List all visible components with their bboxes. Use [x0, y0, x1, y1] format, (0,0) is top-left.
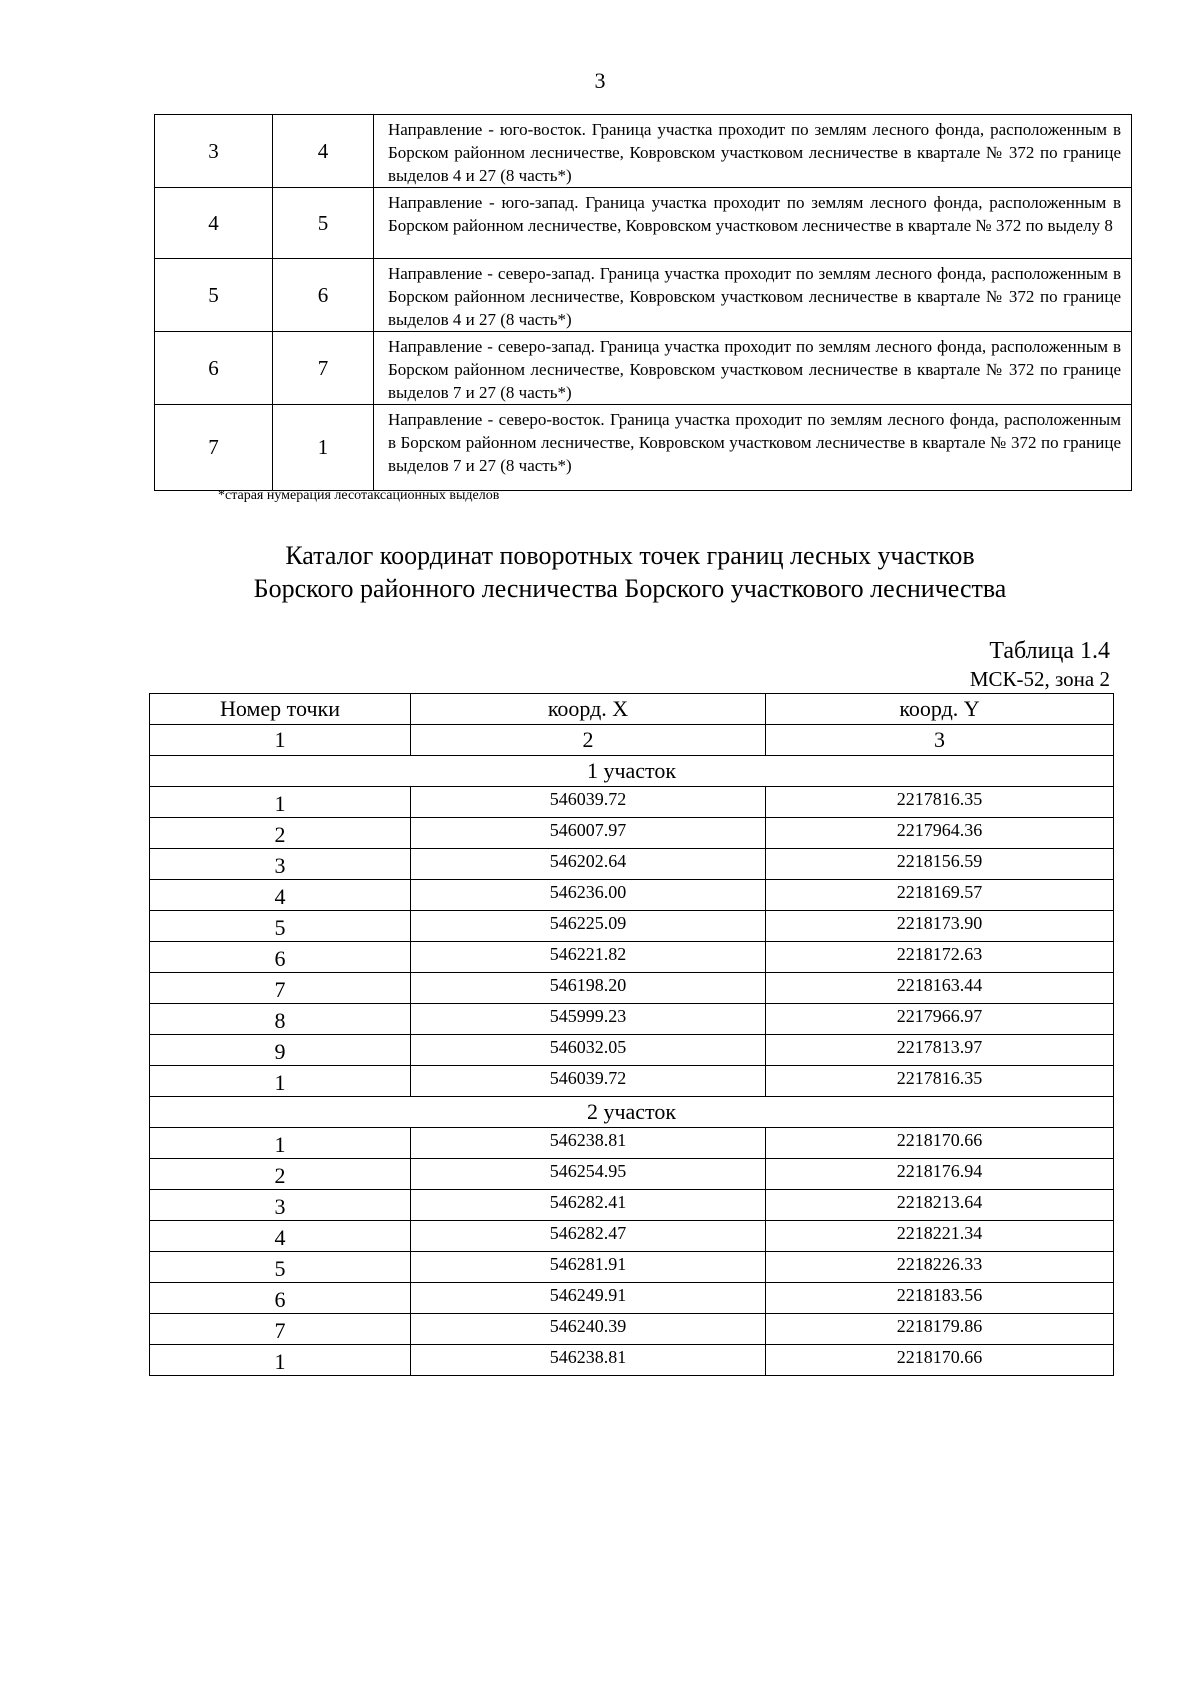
- point-number: 4: [150, 880, 411, 911]
- coord-x: 546240.39: [411, 1314, 766, 1345]
- point-number: 3: [150, 1190, 411, 1221]
- table-row: [150, 1283, 1114, 1314]
- table-header-row: [150, 694, 1114, 725]
- coord-y: 2217966.97: [766, 1004, 1114, 1035]
- point-number: 3: [150, 849, 411, 880]
- table-row: [150, 1035, 1114, 1066]
- table-row: [155, 259, 1132, 332]
- coord-x: 546032.05: [411, 1035, 766, 1066]
- coord-y: 2218179.86: [766, 1314, 1114, 1345]
- coord-x: 546238.81: [411, 1128, 766, 1159]
- point-number: 2: [150, 818, 411, 849]
- coord-y: 2218173.90: [766, 911, 1114, 942]
- table-row: [150, 1190, 1114, 1221]
- coord-y: 2218169.57: [766, 880, 1114, 911]
- point-number: 1: [150, 1066, 411, 1097]
- coord-y: 2217964.36: [766, 818, 1114, 849]
- from-point: 6: [155, 332, 273, 405]
- coord-y: 2218163.44: [766, 973, 1114, 1004]
- catalog-title-line: Каталог координат поворотных точек границ лесных участков: [285, 541, 975, 570]
- table-row: [150, 1066, 1114, 1097]
- section-row: [150, 756, 1114, 787]
- coord-x: 546236.00: [411, 880, 766, 911]
- to-point: 5: [273, 188, 374, 259]
- table-caption: Таблица 1.4: [989, 638, 1110, 664]
- section-title: 2 участок: [150, 1097, 1114, 1128]
- column-header: коорд. X: [411, 694, 766, 725]
- boundary-description: Направление - северо-запад. Граница участка проходит по землям лесного фонда, расположенным в Борском районном лесничестве, Ковровском участковом лесничестве в квартале № 372 по границе выделов 4 и 27 (8 часть*): [374, 259, 1132, 332]
- boundary-description: Направление - северо-восток. Граница участка проходит по землям лесного фонда, расположенным в Борском районном лесничестве, Ковровском участковом лесничестве в квартале № 372 по границе выделов 7 и 27 (8 часть*): [374, 405, 1132, 491]
- coord-y: 2218170.66: [766, 1345, 1114, 1376]
- coord-y: 2218213.64: [766, 1190, 1114, 1221]
- coord-y: 2218176.94: [766, 1159, 1114, 1190]
- coordinate-system-label: МСК-52, зона 2: [969, 667, 1110, 691]
- coord-y: 2218172.63: [766, 942, 1114, 973]
- column-number-row: [150, 725, 1114, 756]
- to-point: 4: [273, 115, 374, 188]
- coord-x: 546198.20: [411, 973, 766, 1004]
- point-number: 7: [150, 973, 411, 1004]
- point-number: 1: [150, 787, 411, 818]
- point-number: 2: [150, 1159, 411, 1190]
- footnote: *старая нумерация лесотаксационных выделов: [218, 488, 500, 503]
- table-row: [150, 1159, 1114, 1190]
- boundary-description: Направление - юго-запад. Граница участка проходит по землям лесного фонда, расположенным в Борском районном лесничестве, Ковровском участковом лесничестве в квартале № 372 по выделу 8: [374, 188, 1132, 259]
- point-number: 6: [150, 1283, 411, 1314]
- boundary-description: Направление - северо-запад. Граница участка проходит по землям лесного фонда, расположенным в Борском районном лесничестве, Ковровском участковом лесничестве в квартале № 372 по границе выделов 7 и 27 (8 часть*): [374, 332, 1132, 405]
- point-number: 5: [150, 911, 411, 942]
- from-point: 3: [155, 115, 273, 188]
- coord-x: 546007.97: [411, 818, 766, 849]
- table-row: [150, 1252, 1114, 1283]
- point-number: 7: [150, 1314, 411, 1345]
- column-number: 2: [411, 725, 766, 756]
- from-point: 5: [155, 259, 273, 332]
- coord-y: 2218221.34: [766, 1221, 1114, 1252]
- catalog-title-line: Борского районного лесничества Борского участкового лесничества: [253, 574, 1007, 603]
- page-number: 3: [594, 68, 606, 93]
- table-row: [150, 1345, 1114, 1376]
- coord-x: 546282.47: [411, 1221, 766, 1252]
- column-header: коорд. Y: [766, 694, 1114, 725]
- coord-x: 546249.91: [411, 1283, 766, 1314]
- table-row: [155, 332, 1132, 405]
- table-row: [155, 188, 1132, 259]
- from-point: 7: [155, 405, 273, 491]
- coord-x: 546221.82: [411, 942, 766, 973]
- boundary-description: Направление - юго-восток. Граница участка проходит по землям лесного фонда, расположенным в Борском районном лесничестве, Ковровском участковом лесничестве в квартале № 372 по границе выделов 4 и 27 (8 часть*): [374, 115, 1132, 188]
- coord-y: 2218156.59: [766, 849, 1114, 880]
- boundary-description-table: [154, 114, 1132, 491]
- table-row: [150, 1314, 1114, 1345]
- table-row: [150, 942, 1114, 973]
- coord-x: 546282.41: [411, 1190, 766, 1221]
- catalog-title: [0, 539, 1200, 605]
- table-row: [150, 1221, 1114, 1252]
- section-title: 1 участок: [150, 756, 1114, 787]
- coord-y: 2217816.35: [766, 787, 1114, 818]
- coord-x: 546254.95: [411, 1159, 766, 1190]
- coord-y: 2217813.97: [766, 1035, 1114, 1066]
- column-number: 3: [766, 725, 1114, 756]
- from-point: 4: [155, 188, 273, 259]
- coordinates-table: [149, 693, 1114, 1376]
- table-row: [155, 115, 1132, 188]
- coord-x: 546039.72: [411, 1066, 766, 1097]
- table-row: [150, 1004, 1114, 1035]
- to-point: 1: [273, 405, 374, 491]
- coord-x: 545999.23: [411, 1004, 766, 1035]
- table-row: [150, 1128, 1114, 1159]
- coord-x: 546039.72: [411, 787, 766, 818]
- table-row: [150, 880, 1114, 911]
- table-row: [150, 818, 1114, 849]
- point-number: 5: [150, 1252, 411, 1283]
- table-row: [155, 405, 1132, 491]
- point-number: 8: [150, 1004, 411, 1035]
- table-row: [150, 911, 1114, 942]
- coord-x: 546238.81: [411, 1345, 766, 1376]
- to-point: 7: [273, 332, 374, 405]
- coord-x: 546202.64: [411, 849, 766, 880]
- point-number: 6: [150, 942, 411, 973]
- coord-y: 2218170.66: [766, 1128, 1114, 1159]
- coord-y: 2218226.33: [766, 1252, 1114, 1283]
- column-header: Номер точки: [150, 694, 411, 725]
- section-row: [150, 1097, 1114, 1128]
- coord-x: 546225.09: [411, 911, 766, 942]
- point-number: 4: [150, 1221, 411, 1252]
- point-number: 1: [150, 1128, 411, 1159]
- coord-y: 2218183.56: [766, 1283, 1114, 1314]
- table-row: [150, 787, 1114, 818]
- table-row: [150, 849, 1114, 880]
- coord-y: 2217816.35: [766, 1066, 1114, 1097]
- point-number: 9: [150, 1035, 411, 1066]
- to-point: 6: [273, 259, 374, 332]
- column-number: 1: [150, 725, 411, 756]
- coord-x: 546281.91: [411, 1252, 766, 1283]
- point-number: 1: [150, 1345, 411, 1376]
- table-row: [150, 973, 1114, 1004]
